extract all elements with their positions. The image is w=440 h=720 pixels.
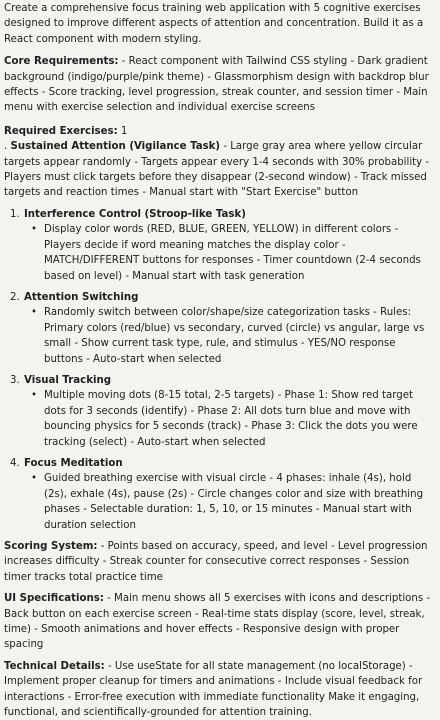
exercise-details	[24, 222, 436, 284]
first-exercise-title: Sustained Attention (Vigilance Task)	[10, 141, 221, 153]
ui-specifications-paragraph	[4, 591, 436, 653]
list-number: 2.	[10, 291, 20, 303]
exercise-item-meditation	[4, 456, 436, 533]
technical-details-text: - Use useState for all state management (no localStorage) - Implement proper cleanup for timers and animations - Include visual feedback for interactions - Error-free execution with immediate functionality Make it engaging, functional, and scientifically-grounded for attention training.	[4, 660, 423, 719]
scoring-system-text: - Points based on accuracy, speed, and level - Level progression increases difficulty - Streak counter for consecutive correct responses - Session timer tracks total practice time	[4, 541, 428, 583]
bullet-icon: •	[31, 307, 38, 319]
exercise-description: Randomly switch between color/shape/size categorization tasks - Rules: Primary colors (red/blue) vs secondary, curved (circle) vs angular, large vs small - Show current task type, rule, and stimulus - YES/NO response buttons - Auto-start when selected	[44, 307, 425, 365]
exercise-description: Multiple moving dots (8-15 total, 2-5 targets) - Phase 1: Show red target dots for 3 seconds (identify) - Phase 2: All dots turn blue and move with bouncing physics for 5 seconds (track) - Phase 3: Click the dots you were tracking (select) - Auto-start when selected	[44, 390, 418, 448]
exercise-title: Interference Control (Stroop-like Task)	[24, 208, 246, 220]
bullet-icon: •	[31, 390, 38, 402]
first-exercise-text: - Large gray area where yellow circular targets appear randomly - Targets appear every 1-4 seconds with 30% probability - Players must click targets before they disappear (2-second window) - Track missed targets and reaction times - Manual start with "Start Exercise" button	[4, 141, 430, 199]
list-number: 4.	[10, 457, 20, 469]
exercise-title: Visual Tracking	[24, 374, 112, 386]
exercise-item-switching	[4, 290, 436, 367]
exercise-title: Focus Meditation	[24, 457, 123, 469]
ui-specifications-label: UI Specifications:	[4, 593, 104, 605]
list-number: 1.	[10, 208, 20, 220]
bullet-icon: •	[31, 224, 38, 236]
list-number: 3.	[10, 374, 20, 386]
ui-specifications-text: - Main menu shows all 5 exercises with icons and descriptions - Back button on each exercise screen - Real-time stats display (score, level, streak, time) - Smooth animations and hover effects - Responsive design with proper spacing	[4, 593, 431, 651]
technical-details-paragraph	[4, 659, 436, 720]
exercise-item-interference	[4, 207, 436, 284]
scoring-system-label: Scoring System:	[4, 541, 98, 552]
exercise-details	[24, 305, 436, 367]
list-item	[28, 305, 436, 367]
exercise-description: Display color words (RED, BLUE, GREEN, YELLOW) in different colors - Players decide if word meaning matches the display color - MATCH/DIFFERENT buttons for responses - Timer countdown (2-4 seconds based on level) - Manual start with task generation	[44, 224, 421, 282]
required-exercises-number: 1	[117, 125, 128, 137]
list-item	[28, 222, 436, 284]
core-requirements-text: - React component with Tailwind CSS styling - Dark gradient background (indigo/purple/pink theme) - Glassmorphism design with backdrop blur effects - Score tracking, level progression, streak counter, and session timer - Main menu with exercise selection and individual exercise screens	[4, 56, 429, 114]
technical-details-label: Technical Details:	[4, 660, 105, 672]
required-exercises-paragraph	[4, 124, 436, 201]
exercise-description: Guided breathing exercise with visual circle - 4 phases: inhale (4s), hold (2s), exhale (4s), pause (2s) - Circle changes color and size with breathing phases - Selectable duration: 1, 5, 10, or 15 minutes - Manual start with duration selection	[44, 473, 424, 531]
exercise-details	[24, 471, 436, 533]
intro-paragraph: Create a comprehensive focus training web application with 5 cognitive exercises designed to improve different aspects of attention and concentration. Build it as a React component with modern styling.	[4, 3, 424, 45]
list-item	[28, 471, 436, 533]
first-exercise-dot: .	[4, 141, 11, 153]
bullet-icon: •	[31, 473, 38, 485]
core-requirements-label: Core Requirements:	[4, 56, 119, 68]
exercise-details	[24, 388, 436, 450]
exercise-title: Attention Switching	[24, 291, 139, 303]
exercise-item-tracking	[4, 373, 436, 450]
core-requirements-paragraph	[4, 54, 436, 116]
list-item	[28, 388, 436, 450]
scoring-system-paragraph	[4, 539, 436, 585]
required-exercises-label: Required Exercises:	[4, 125, 118, 137]
exercise-list	[4, 207, 436, 533]
